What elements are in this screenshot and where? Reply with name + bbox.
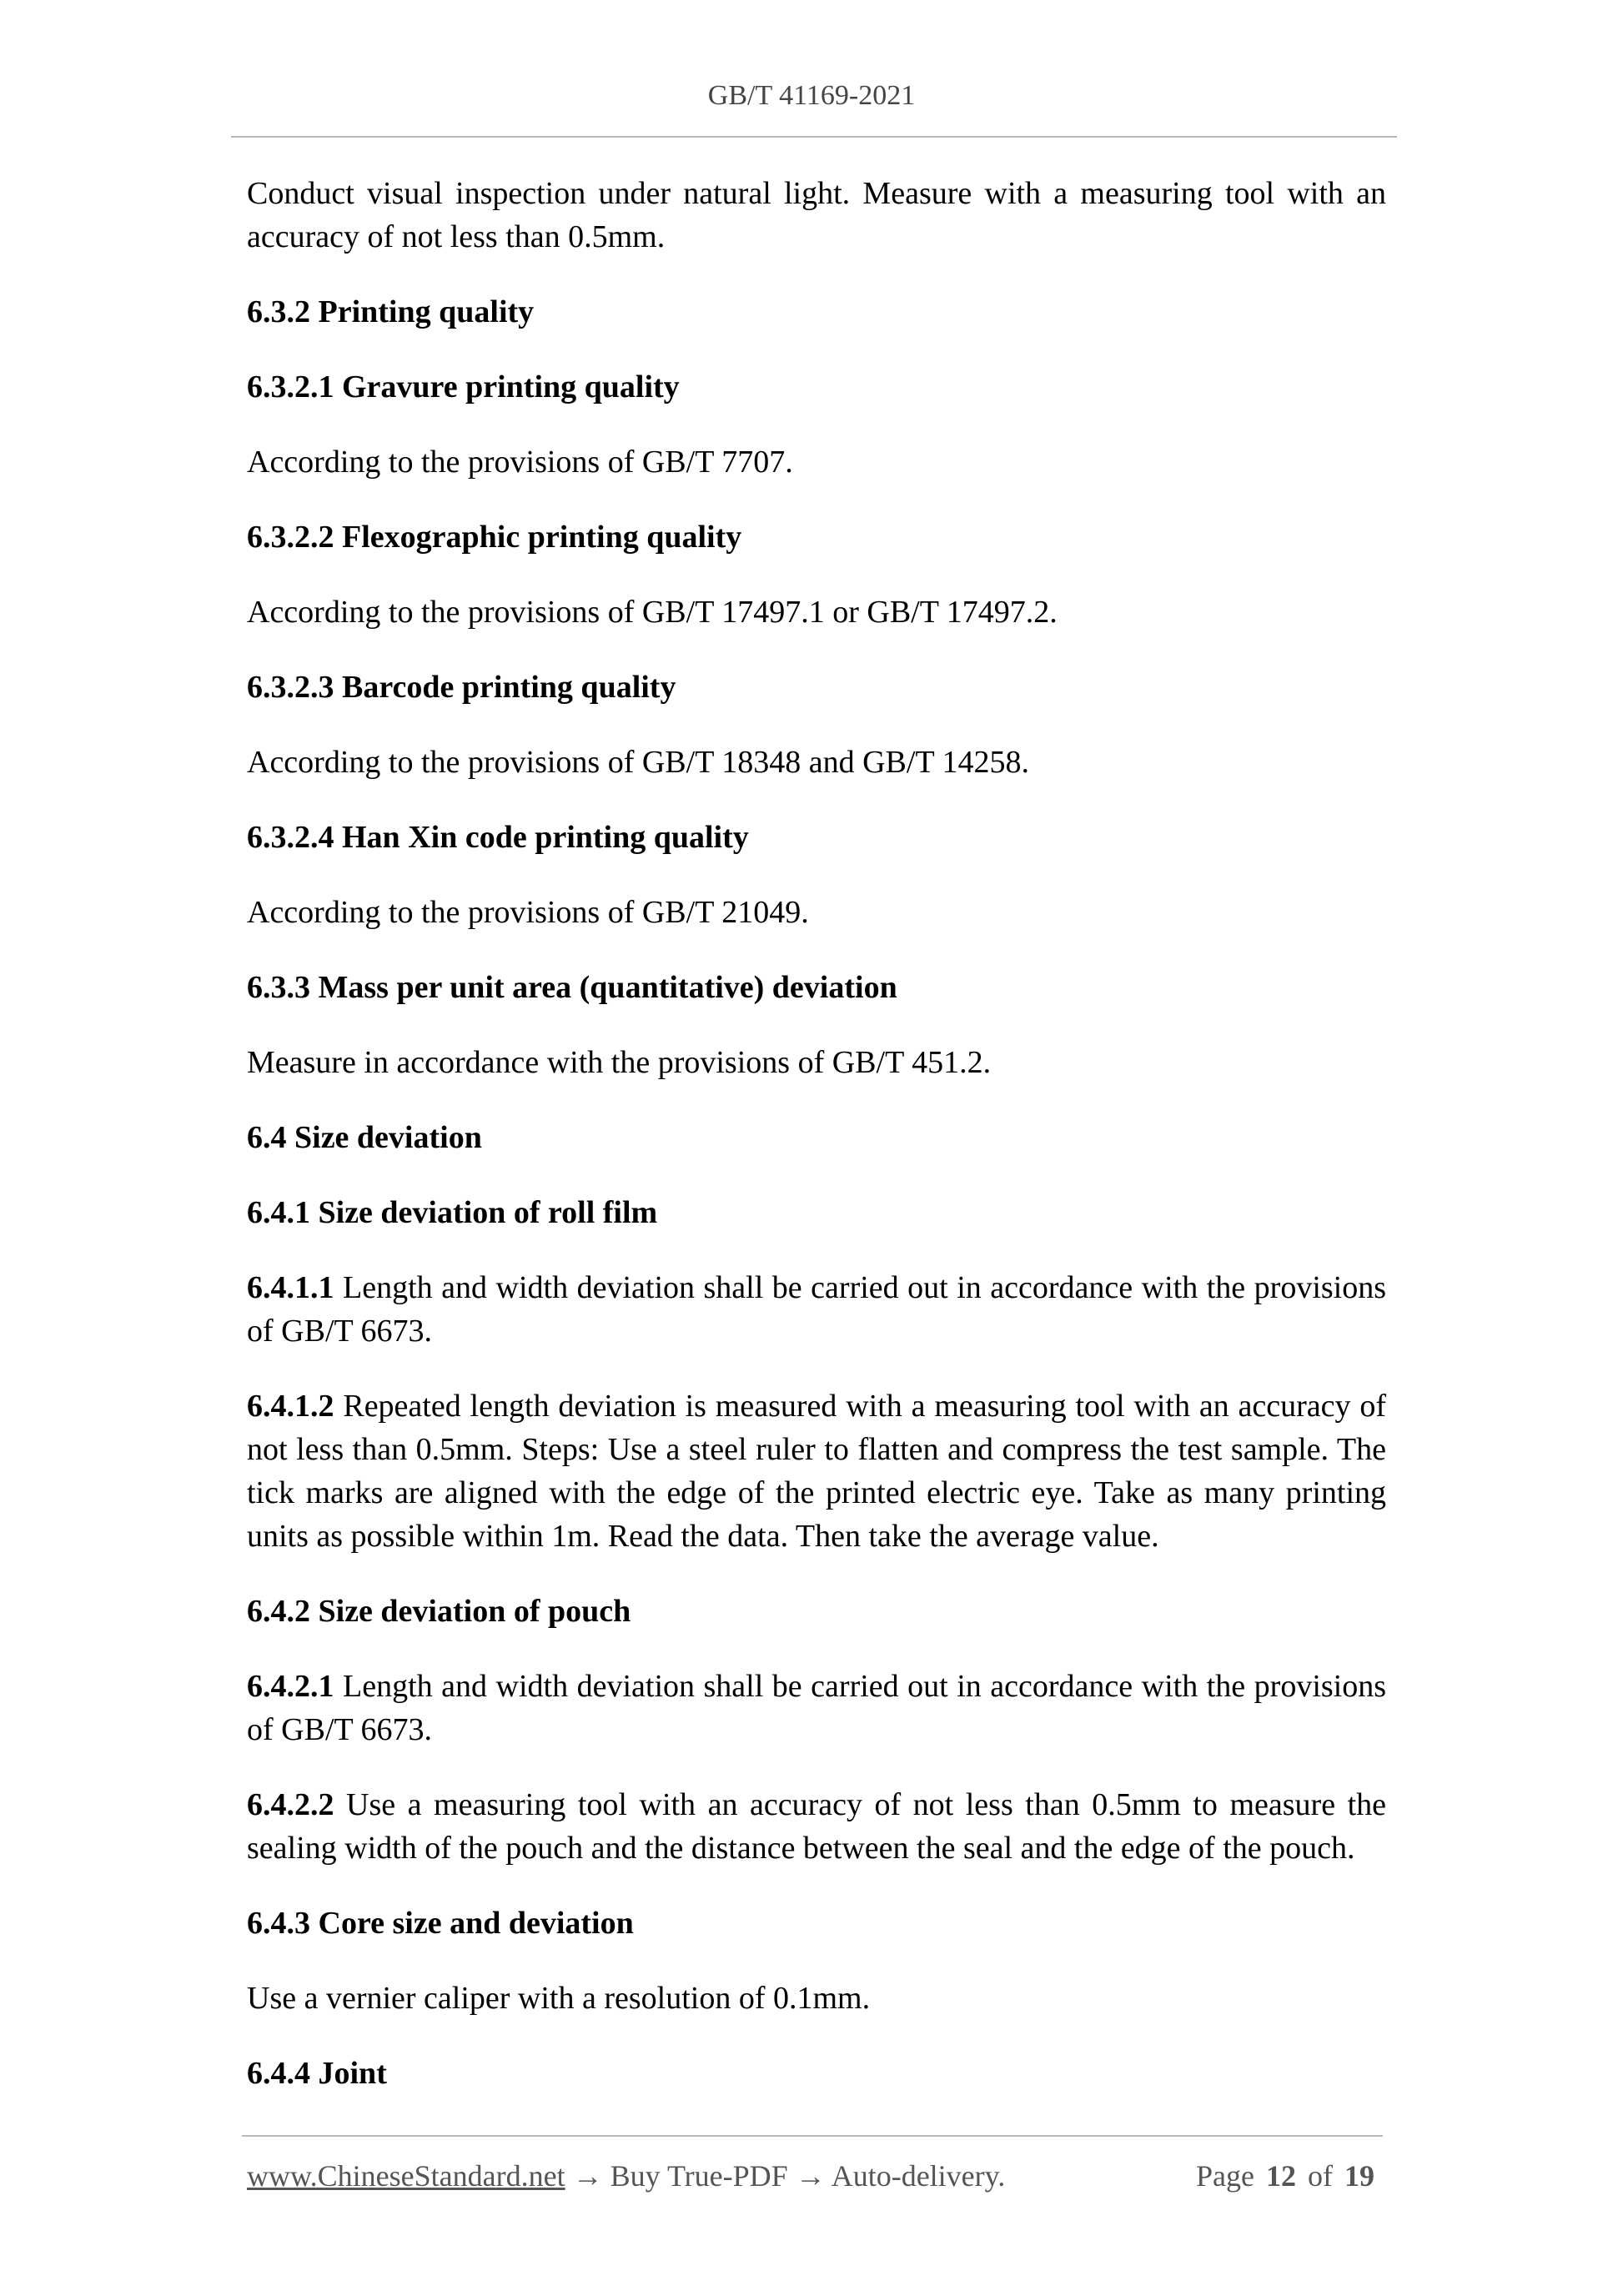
paragraph [247, 1266, 1386, 1353]
clause-number: 6.4.2.1 [247, 1669, 334, 1704]
paragraph [247, 172, 1386, 259]
footer-promo [247, 2158, 1005, 2193]
paragraph [247, 891, 1386, 934]
delivery-text: Auto-delivery. [831, 2159, 1006, 2193]
site-link[interactable]: www.ChineseStandard.net [247, 2159, 565, 2193]
paragraph-text: According to the provisions of GB/T 18348 and GB/T 14258. [247, 745, 1029, 780]
paragraph [247, 741, 1386, 784]
arrow-right-icon: → [795, 2159, 826, 2193]
header-divider [231, 136, 1397, 138]
section-heading: 6.4 Size deviation [247, 1120, 482, 1155]
paragraph-text: According to the provisions of GB/T 17497.1 or GB/T 17497.2. [247, 595, 1058, 630]
section-heading: 6.3.2.4 Han Xin code printing quality [247, 820, 749, 855]
section-heading: 6.4.4 Joint [247, 2056, 387, 2091]
paragraph [247, 1665, 1386, 1751]
paragraph-text: According to the provisions of GB/T 7707. [247, 445, 793, 480]
clause-number: 6.4.2.2 [247, 1787, 334, 1822]
section-heading: 6.3.2.3 Barcode printing quality [247, 670, 676, 705]
page-header-doc-id: GB/T 41169-2021 [707, 80, 916, 111]
arrow-right-icon: → [572, 2159, 603, 2193]
page-indicator [1196, 2158, 1374, 2193]
clause-number: 6.4.1.2 [247, 1389, 334, 1424]
footer-divider [242, 2135, 1383, 2137]
paragraph-text: Length and width deviation shall be carried out in accordance with the provisions of GB/T 6673. [247, 1669, 1387, 1747]
page-footer [247, 2158, 1374, 2193]
paragraph [247, 590, 1386, 634]
paragraph-text: Length and width deviation shall be carried out in accordance with the provisions of GB/T 6673. [247, 1270, 1387, 1349]
of-word: of [1308, 2159, 1333, 2193]
section-heading: 6.4.2 Size deviation of pouch [247, 1594, 631, 1629]
paragraph [247, 1783, 1386, 1870]
page-total: 19 [1344, 2159, 1374, 2193]
section-heading: 6.3.2.1 Gravure printing quality [247, 369, 680, 404]
paragraph [247, 440, 1386, 484]
section-heading: 6.3.2 Printing quality [247, 294, 535, 329]
section-heading: 6.3.3 Mass per unit area (quantitative) deviation [247, 970, 897, 1005]
clause-number: 6.4.1.1 [247, 1270, 334, 1305]
paragraph-text: Measure in accordance with the provisions of GB/T 451.2. [247, 1045, 992, 1080]
document-body [247, 172, 1386, 2127]
paragraph-text: According to the provisions of GB/T 21049. [247, 895, 809, 930]
paragraph-text: Repeated length deviation is measured with a measuring tool with an accuracy of not less than 0.5mm. Steps: Use a steel ruler to flatten and compress the test sample. The tick marks are aligned with the edge of the printed electric eye. Take as many printing units as possible within 1m. Read the data. Then take the average value. [247, 1389, 1387, 1554]
section-heading: 6.4.3 Core size and deviation [247, 1906, 634, 1941]
paragraph-text: Use a vernier caliper with a resolution of 0.1mm. [247, 1981, 871, 2016]
paragraph-text: Conduct visual inspection under natural light. Measure with a measuring tool with an accuracy of not less than 0.5mm. [247, 176, 1386, 254]
section-heading: 6.4.1 Size deviation of roll film [247, 1195, 658, 1230]
paragraph [247, 1041, 1386, 1084]
page-current: 12 [1266, 2159, 1296, 2193]
paragraph [247, 1384, 1386, 1558]
page-word: Page [1196, 2159, 1254, 2193]
paragraph-text: Use a measuring tool with an accuracy of not less than 0.5mm to measure the sealing width of the pouch and the distance between the seal and the edge of the pouch. [247, 1787, 1387, 1866]
paragraph [247, 1977, 1386, 2020]
section-heading: 6.3.2.2 Flexographic printing quality [247, 520, 742, 555]
buy-text: Buy True-PDF [610, 2159, 788, 2193]
